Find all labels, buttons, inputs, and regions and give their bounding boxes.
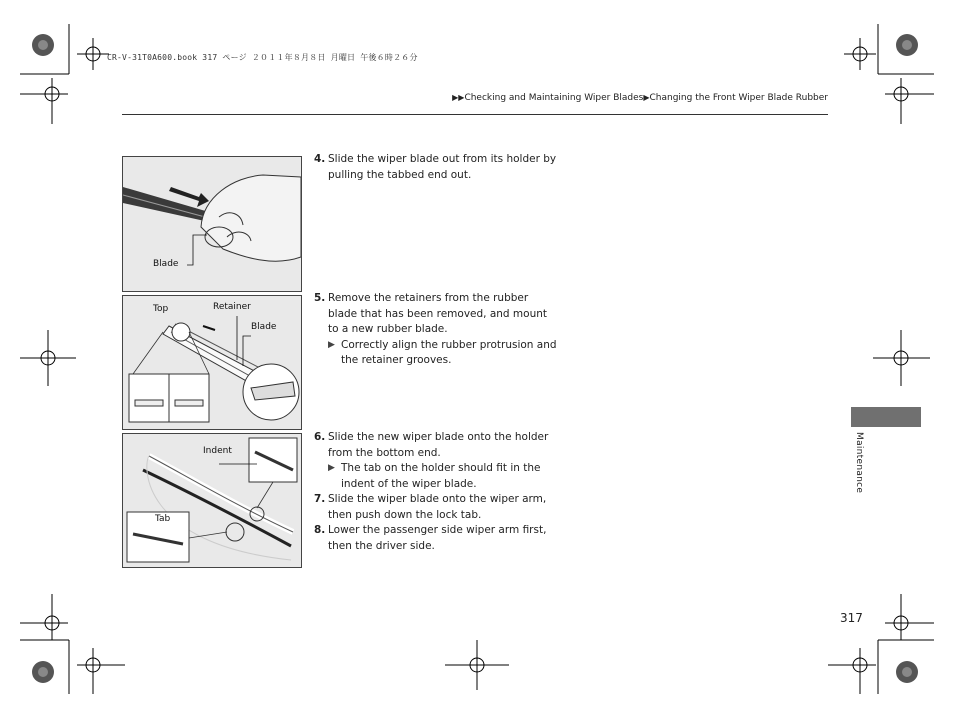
file-header: CR-V-31T0A600.book 317 ページ ２０１１年８月８日 月曜日 午後６時２６分 (107, 53, 418, 62)
label-blade: Blade (153, 259, 179, 269)
bullet-triangle-icon: ▶ (328, 339, 335, 350)
step-note: Correctly align the rubber protrusion and the retainer grooves. (341, 338, 557, 366)
figure-retainers (122, 295, 302, 430)
breadcrumb-arrow-icon: ▶▶ (452, 93, 465, 102)
step-number: 6. (314, 431, 326, 443)
retainer-illustration (123, 296, 301, 429)
step-text: Slide the wiper blade onto the wiper arm, then push down the lock tab. (328, 493, 547, 521)
step-number: 8. (314, 524, 326, 536)
step-number: 5. (314, 292, 326, 304)
page-number: 317 (840, 611, 863, 625)
step-5 (314, 291, 559, 369)
step-text: Slide the new wiper blade onto the holder from the bottom end. (328, 431, 549, 459)
label-retainer: Retainer (213, 302, 251, 312)
step-text: Lower the passenger side wiper arm first, then the driver side. (328, 524, 547, 552)
label-indent: Indent (203, 446, 232, 456)
wiper-removal-illustration (123, 157, 301, 291)
step-note: The tab on the holder should fit in the indent of the wiper blade. (341, 462, 541, 490)
figure-remove-blade (122, 156, 302, 292)
breadcrumb (452, 93, 828, 103)
section-tab (851, 407, 921, 427)
breadcrumb-section: Checking and Maintaining Wiper Blades (464, 93, 644, 103)
header-rule (122, 114, 828, 115)
steps-6-8 (314, 430, 559, 554)
section-label: Maintenance (854, 432, 864, 494)
label-tab: Tab (155, 514, 171, 524)
figure-install-blade (122, 433, 302, 568)
bullet-triangle-icon: ▶ (328, 463, 335, 473)
step-text: Slide the wiper blade out from its holder by pulling the tabbed end out. (328, 153, 557, 181)
step-number: 7. (314, 493, 326, 505)
label-blade-2: Blade (251, 322, 277, 332)
breadcrumb-arrow-icon: ▶ (643, 93, 650, 102)
step-text: Remove the retainers from the rubber blade that has been removed, and mount to a new rubber blade. (328, 292, 547, 335)
breadcrumb-topic: Changing the Front Wiper Blade Rubber (649, 93, 828, 103)
step-4 (314, 152, 559, 183)
label-top: Top (153, 304, 169, 314)
step-number: 4. (314, 153, 326, 165)
